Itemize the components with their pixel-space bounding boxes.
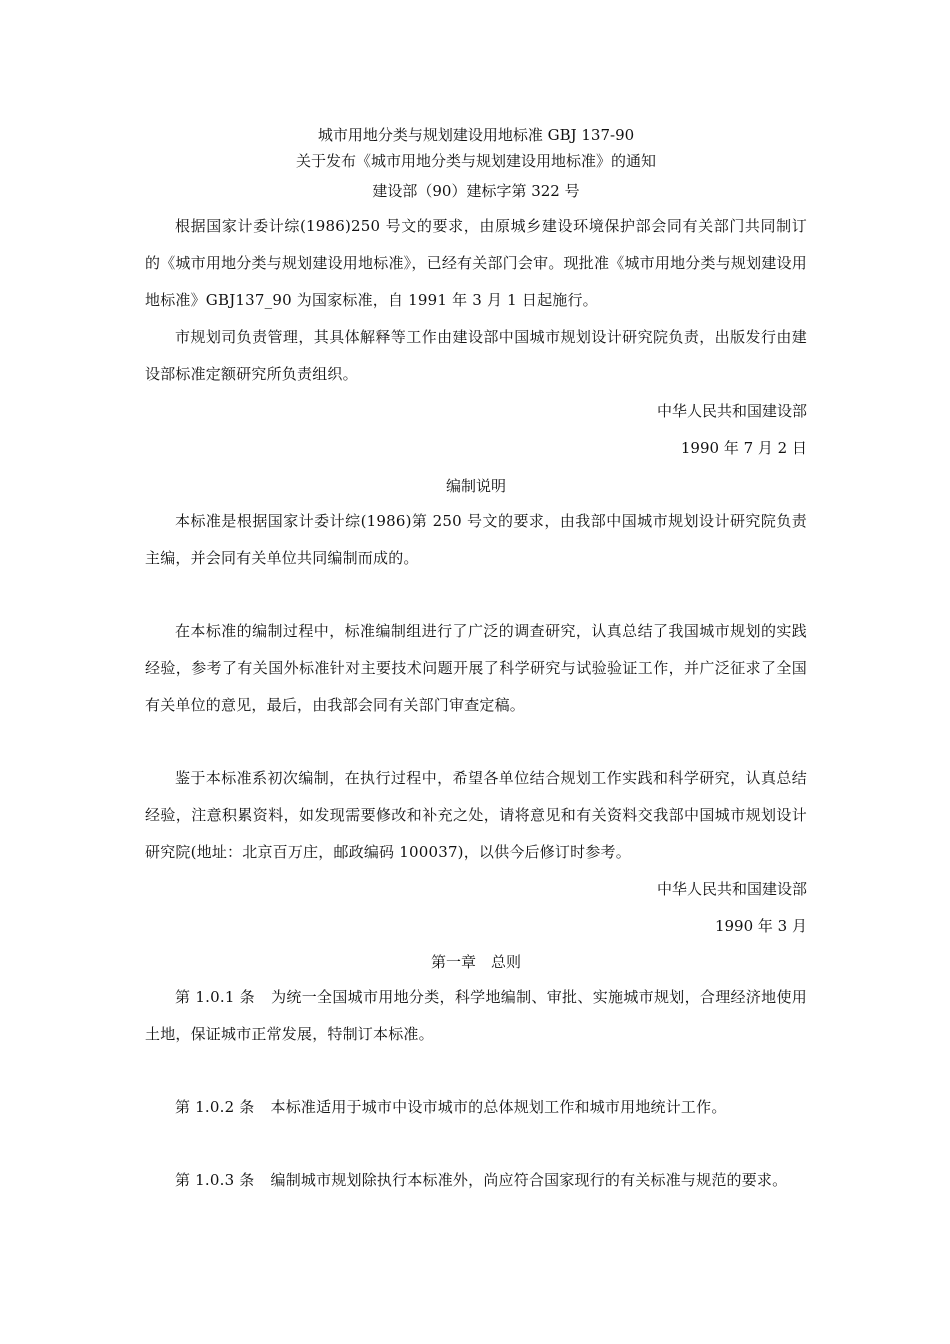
explanation-signer: 中华人民共和国建设部	[656, 880, 807, 898]
explanation-date: 1990 年 3 月	[714, 917, 807, 935]
chapter-heading: 第一章 总则	[430, 953, 521, 971]
notice-signer: 中华人民共和国建设部	[656, 402, 807, 420]
document-page	[145, 122, 807, 1199]
notice-date: 1990 年 7 月 2 日	[680, 439, 807, 457]
article	[145, 979, 807, 1053]
article	[145, 1089, 807, 1126]
article-number: 第 1.0.3 条	[175, 1171, 255, 1189]
notice-title: 关于发布《城市用地分类与规划建设用地标准》的通知	[295, 152, 656, 170]
explanation-heading: 编制说明	[445, 477, 506, 495]
explanation-paragraph: 在本标准的编制过程中，标准编制组进行了广泛的调查研究，认真总结了我国城市规划的实践经验，参考了有关国外标准针对主要技术问题开展了科学研究与试验验证工作，并广泛征求了全国有关单位的意见，最后，由我部会同有关部门审查定稿。	[145, 622, 807, 714]
document-number: 建设部（90）建标字第 322 号	[372, 182, 580, 200]
notice-paragraph: 市规划司负责管理，其具体解释等工作由建设部中国城市规划设计研究院负责，出版发行由建设部标准定额研究所负责组织。	[145, 328, 807, 383]
article-text: 本标准适用于城市中设市城市的总体规划工作和城市用地统计工作。	[270, 1098, 727, 1116]
explanation-paragraph: 鉴于本标准系初次编制，在执行过程中，希望各单位结合规划工作实践和科学研究，认真总结经验，注意积累资料，如发现需要修改和补充之处，请将意见和有关资料交我部中国城市规划设计研究院(地址：北京百万庄，邮政编码 100037)，以供今后修订时参考。	[145, 769, 807, 861]
article-text: 为统一全国城市用地分类，科学地编制、审批、实施城市规划，合理经济地使用土地，保证城市正常发展，特制订本标准。	[145, 988, 807, 1043]
article	[145, 1162, 807, 1199]
article-number: 第 1.0.2 条	[175, 1098, 255, 1116]
explanation-paragraph: 本标准是根据国家计委计综(1986)第 250 号文的要求，由我部中国城市规划设计研究院负责主编，并会同有关单位共同编制而成的。	[145, 512, 807, 567]
article-number: 第 1.0.1 条	[175, 988, 255, 1006]
notice-paragraph: 根据国家计委计综(1986)250 号文的要求，由原城乡建设环境保护部会同有关部门共同制订的《城市用地分类与规划建设用地标准》，已经有关部门会审。现批准《城市用地分类与规划建设用地标准》GBJ137_90 为国家标准，自 1991 年 3 月 1 日起施行。	[145, 217, 807, 309]
article-text: 编制城市规划除执行本标准外，尚应符合国家现行的有关标准与规范的要求。	[270, 1171, 788, 1189]
document-title: 城市用地分类与规划建设用地标准 GBJ 137-90	[317, 126, 635, 144]
